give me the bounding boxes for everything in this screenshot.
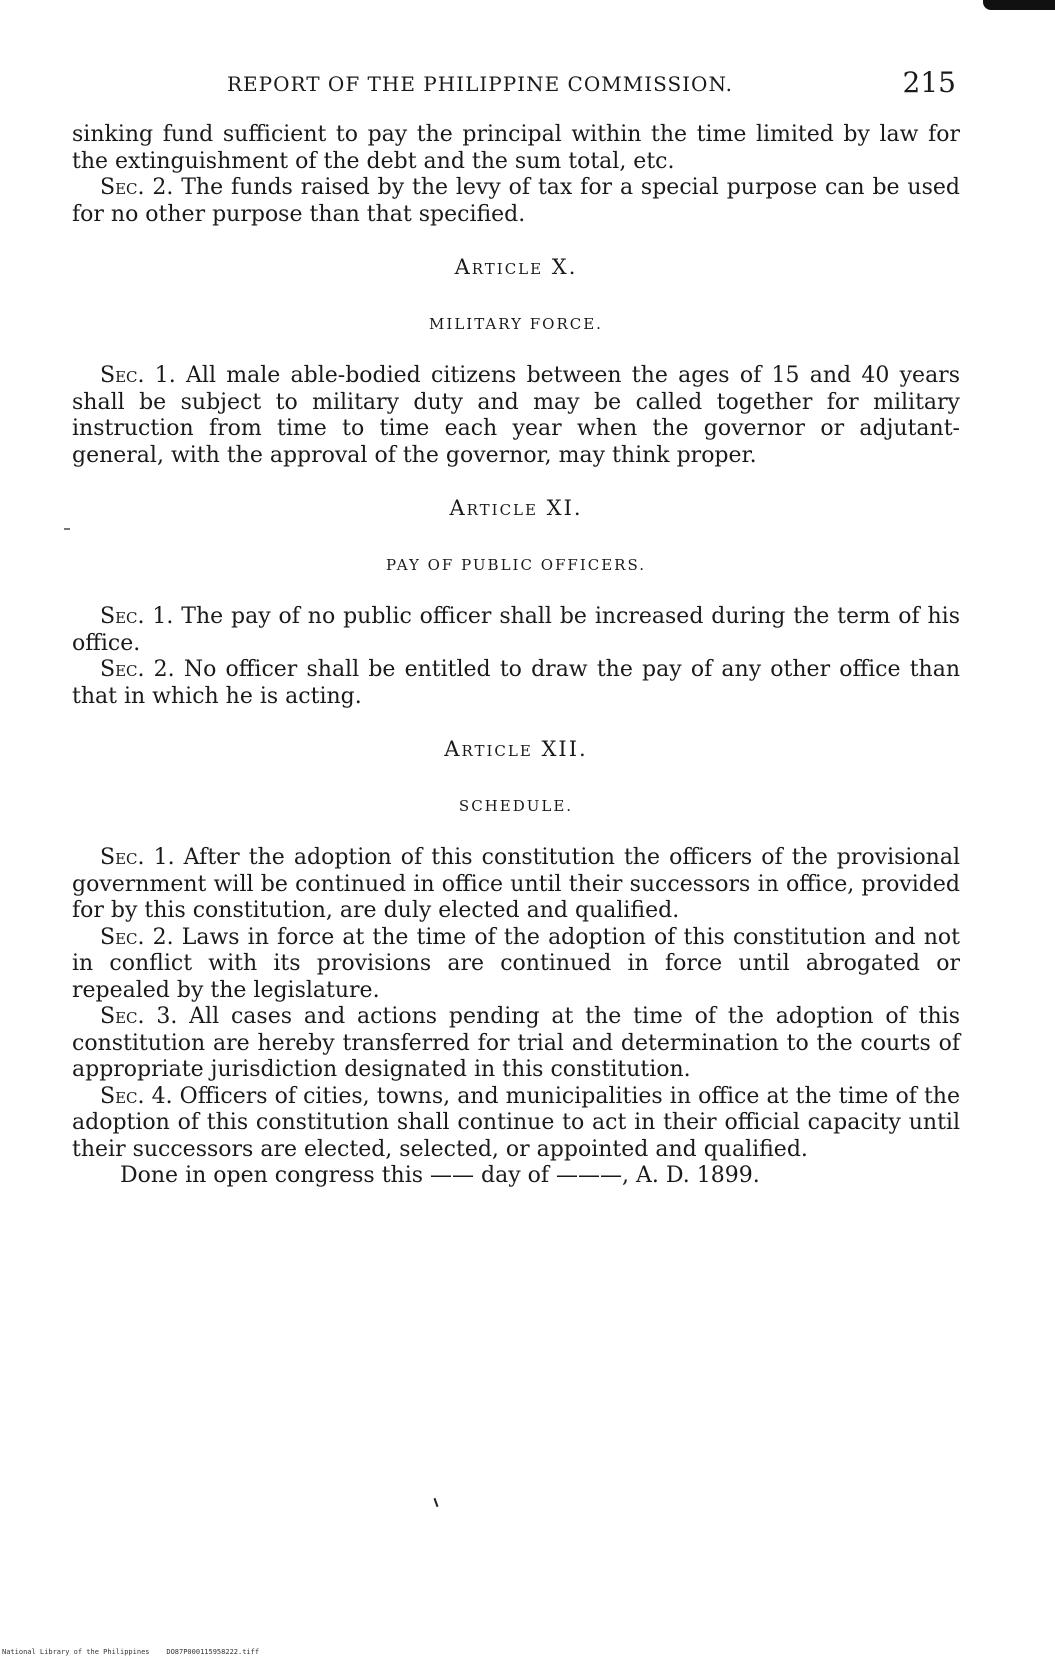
section-text: The funds raised by the levy of tax for a special purpose can be used for no other purpose than that specified. [72, 175, 960, 227]
article-xii-sec-3 [72, 1004, 960, 1084]
scan-speck [64, 528, 70, 530]
section-label: Sec. 3. [100, 1004, 178, 1029]
article-xi-sec-1 [72, 604, 960, 657]
scan-corner-mark [983, 0, 1055, 10]
section-label: Sec. 2. [100, 175, 174, 200]
section-label: Sec. 1. [100, 845, 175, 870]
closing-line: Done in open congress this —— day of ———, A. D. 1899. [120, 1163, 760, 1188]
article-xi-sec-2 [72, 657, 960, 710]
article-x-title: Article X. [454, 255, 578, 279]
section-text: Laws in force at the time of the adoption of this constitution and not in conflict with its provisions are continued in force until abrogated or repealed by the legislature. [72, 924, 960, 1003]
section-label: Sec. 4. [100, 1083, 173, 1109]
section-text: Officers of cities, towns, and municipalities in office at the time of the adoption of this constitution shall continue to act in their official capacity until their successors are elected, selected, or appointed and qualified. [72, 1083, 960, 1162]
article-xii-subtitle: SCHEDULE. [458, 796, 574, 815]
article-x-subtitle: MILITARY FORCE. [429, 314, 603, 333]
section-label: Sec. 1. [100, 604, 174, 629]
page-body [72, 122, 960, 1190]
section-text: After the adoption of this constitution the officers of the provisional government will be continued in office until their successors in office, provided for by this constitution, are duly elected and qualified. [72, 845, 961, 923]
section-text: No officer shall be entitled to draw the pay of any other office than that in which he is acting. [72, 657, 960, 709]
article-x-sec-1 [72, 363, 960, 469]
article-xii-title: Article XII. [444, 737, 588, 761]
running-head: REPORT OF THE PHILIPPINE COMMISSION. [227, 72, 734, 96]
section-text: The pay of no public officer shall be increased during the term of his office. [72, 604, 961, 656]
article-xi-subtitle: PAY OF PUBLIC OFFICERS. [386, 555, 646, 574]
scan-footer-note: National Library of the Philippines DO87P000115958222.tiff [2, 1648, 260, 1656]
article-xi-title: Article XI. [449, 496, 583, 520]
section-label: Sec. 2. [100, 657, 175, 682]
continuation-paragraph: sinking fund sufficient to pay the principal within the time limited by law for the extinguishment of the debt and the sum total, etc. [72, 122, 960, 174]
page-header [72, 66, 960, 106]
article-ix-sec-2 [72, 175, 960, 228]
section-text: All male able-bodied citizens between the ages of 15 and 40 years shall be subject to military duty and may be called together for military instruction from time to time each year when the governor or adjutant-general, with the approval of the governor, may think proper. [72, 363, 960, 468]
article-xii-sec-4 [72, 1084, 960, 1164]
section-label: Sec. 1. [100, 363, 176, 388]
section-label: Sec. 2. [100, 924, 174, 950]
scan-speck [434, 1498, 439, 1507]
article-xii-sec-1 [72, 845, 960, 925]
section-text: All cases and actions pending at the time of the adoption of this constitution are hereby transferred for trial and determination to the courts of appropriate jurisdiction designated in this constitution. [72, 1004, 960, 1082]
article-xii-sec-2 [72, 925, 960, 1005]
page-number: 215 [902, 66, 956, 99]
